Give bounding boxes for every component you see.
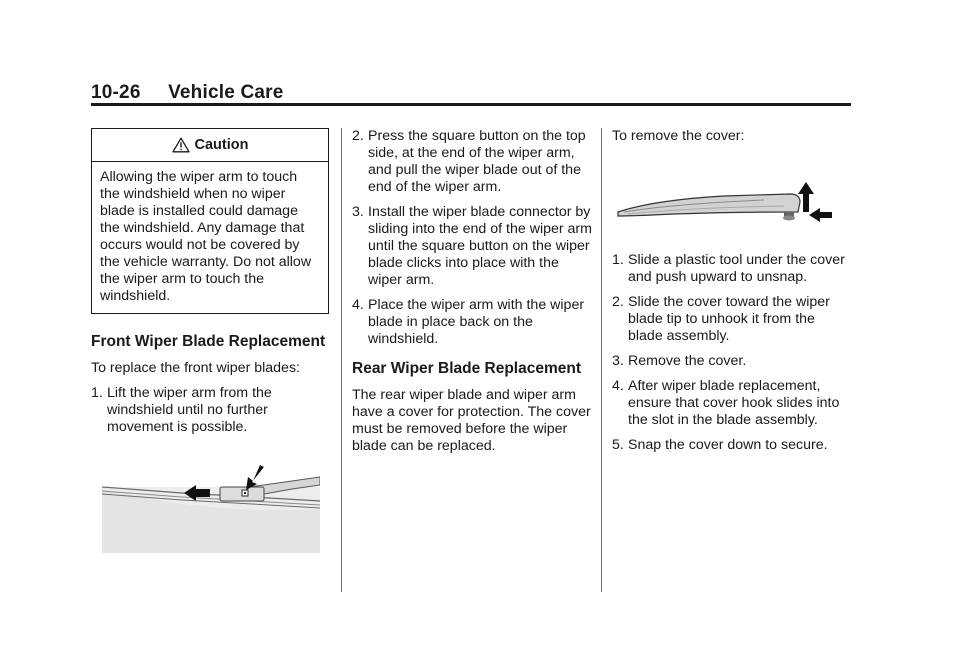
rear-wiper-heading: Rear Wiper Blade Replacement: [352, 360, 581, 377]
list-item: 1. Slide a plastic tool under the cover and push upward to unsnap.: [612, 252, 845, 285]
list-item: 4. Place the wiper arm with the wiper blade in place back on the windshield.: [352, 297, 585, 347]
caution-text: Allowing the wiper arm to touch the windshield when no wiper blade is installed could damage the windshield. Any damage that occurs would not be covered by the vehicle warranty. Do not allow the wiper arm to touch the windshield.: [100, 169, 312, 304]
front-wiper-intro: To replace the front wiper blades:: [91, 360, 300, 376]
column-left: [91, 128, 331, 553]
list-item: 2. Press the square button on the top side, at the end of the wiper arm, and pull the wiper blade out of the end of the wiper arm.: [352, 128, 586, 195]
list-item: 1. Lift the wiper arm from the windshield until no further movement is possible.: [91, 385, 272, 435]
caution-header: [92, 129, 328, 162]
section-title: Vehicle Care: [168, 82, 284, 103]
front-steps-list: [91, 385, 331, 436]
list-item: 2. Slide the cover toward the wiper blade tip to unhook it from the blade assembly.: [612, 294, 830, 344]
page-number: 10-26: [91, 82, 141, 103]
front-wiper-illustration: [102, 463, 320, 553]
warning-triangle-icon: [172, 137, 190, 153]
rear-wiper-cover-illustration: [614, 182, 834, 232]
rear-wiper-intro: The rear wiper blade and wiper arm have a cover for protection. The cover must be removed before the wiper blade can be replaced.: [352, 387, 591, 454]
column-divider: [601, 128, 602, 592]
cover-removal-intro: To remove the cover:: [612, 128, 745, 144]
list-item: 3. Install the wiper blade connector by sliding into the end of the wiper arm until the square button on the wiper blade clicks into place with the wiper arm.: [352, 204, 592, 288]
list-item: 3. Remove the cover.: [612, 353, 747, 369]
column-divider: [341, 128, 342, 592]
front-wiper-heading: Front Wiper Blade Replacement: [91, 333, 326, 350]
caution-box: [91, 128, 329, 314]
caution-title: Caution: [194, 136, 249, 153]
header-rule: [91, 103, 851, 106]
column-middle: [352, 128, 592, 455]
list-item: 5. Snap the cover down to secure.: [612, 437, 828, 453]
list-item: 4. After wiper blade replacement, ensure that cover hook slides into the slot in the blade assembly.: [612, 378, 840, 428]
front-steps-list-continued: [352, 128, 592, 348]
page-header: [91, 82, 284, 104]
column-right: [612, 128, 852, 454]
rear-cover-steps-list: [612, 252, 852, 454]
